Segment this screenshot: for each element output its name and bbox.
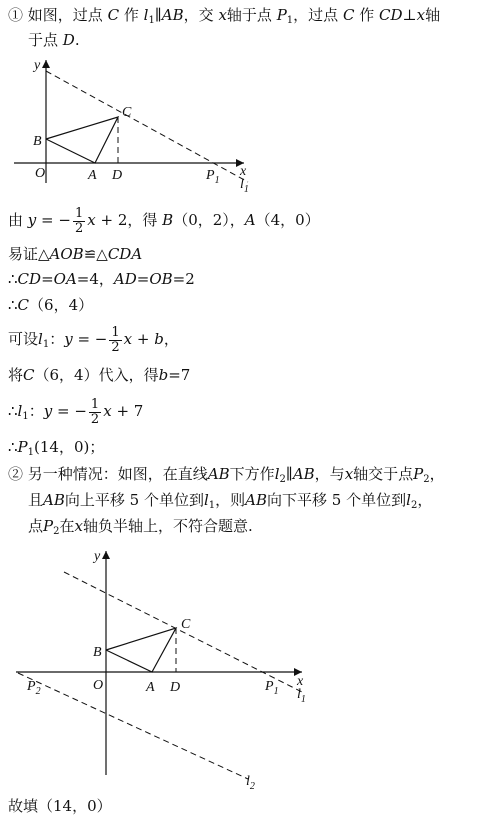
text: ：: [28, 402, 44, 420]
var-P: P: [43, 517, 54, 535]
line-l1: [64, 572, 302, 692]
step-6: [8, 365, 190, 385]
text: 下方作: [229, 465, 275, 483]
answer: 故填（14，0）: [8, 797, 112, 815]
line-l1: [46, 71, 248, 182]
label-D: D: [112, 168, 123, 183]
y-axis-arrow: [42, 60, 50, 68]
text: ，则: [215, 491, 246, 509]
var-y: y: [43, 402, 53, 420]
var-CD: CD: [17, 270, 42, 288]
sub: 2: [279, 474, 286, 485]
figure-2: [0, 545, 489, 795]
label-l2: $l_2$: [246, 774, 255, 792]
text: 轴: [425, 6, 441, 24]
text: 由: [8, 211, 24, 229]
var-x: x: [87, 211, 96, 229]
label-B: B: [33, 134, 42, 149]
var-b: b: [154, 330, 164, 348]
symbol-parallel: ∥: [285, 465, 293, 483]
label-C: C: [122, 105, 132, 120]
label-x: x: [240, 164, 247, 179]
label-D: D: [170, 680, 181, 695]
var-b: b: [158, 366, 169, 384]
text: △: [96, 245, 108, 263]
label-l1: $l_1$: [297, 687, 306, 705]
line-l2: [18, 673, 248, 779]
text: =: [136, 270, 150, 288]
text: =7: [168, 366, 191, 384]
text: （4，0）: [255, 211, 320, 229]
label-y: y: [94, 549, 101, 564]
label-O: O: [93, 678, 104, 693]
part2-line3: [28, 516, 253, 542]
var-x: x: [123, 330, 133, 348]
therefore: ∴: [8, 270, 18, 288]
text: 于点: [28, 31, 59, 49]
text: 可设: [8, 330, 39, 348]
text: 轴负半轴上，不符合题意.: [82, 517, 253, 535]
label-A: A: [88, 168, 97, 183]
var-l: l: [203, 491, 209, 509]
var-AOB: AOB: [49, 245, 84, 263]
var-AB: AB: [43, 491, 65, 509]
sub: 1: [148, 15, 155, 26]
text: ，交: [183, 6, 214, 24]
text: + 2，得: [95, 211, 158, 229]
var-x: x: [103, 402, 112, 420]
text: （6，4）代入，得: [34, 366, 159, 384]
var-x: x: [344, 465, 354, 483]
var-x: x: [218, 6, 227, 24]
var-CDA: CDA: [107, 245, 143, 263]
text: 轴交于点: [353, 465, 414, 483]
text: +: [132, 330, 155, 348]
sub: 1: [286, 15, 294, 26]
sub: 1: [208, 500, 216, 511]
var-x: x: [416, 6, 426, 24]
text: ：: [49, 330, 65, 348]
therefore: ∴: [8, 402, 18, 420]
var-AB: AB: [161, 6, 184, 24]
text: 点: [28, 517, 44, 535]
text: = −: [52, 402, 87, 420]
text: .: [74, 31, 80, 49]
text: 将: [8, 366, 24, 384]
sub: 1: [27, 447, 35, 458]
fraction-half: $\frac{1}{2}$: [74, 205, 84, 236]
text: 作: [359, 6, 375, 24]
triangle-ABC: [46, 117, 118, 163]
text: = −: [36, 211, 71, 229]
label-l1: $l_1$: [240, 177, 249, 195]
var-CD: CD: [379, 6, 403, 24]
text: ，: [163, 330, 179, 348]
sub: 1: [42, 339, 50, 350]
text: 向上平移 5 个单位到: [64, 491, 204, 509]
part2-line1: [8, 464, 445, 490]
text: 易证△: [8, 245, 50, 263]
label-y: y: [34, 58, 41, 73]
marker-1: ①: [8, 6, 24, 24]
text: （0，2），: [173, 211, 245, 229]
step-1: [8, 204, 320, 236]
text: (14，0)；: [34, 438, 105, 456]
var-AB: AB: [207, 465, 230, 483]
label-C: C: [181, 617, 191, 632]
text: ，: [417, 491, 433, 509]
sub: 1: [22, 411, 29, 422]
sub: 2: [423, 474, 430, 485]
var-l: l: [406, 491, 411, 509]
step-4: [8, 295, 93, 315]
text: ，: [429, 465, 445, 483]
step-5: [8, 323, 179, 361]
symbol-cong: ≌: [83, 245, 97, 263]
text: 如图，过点: [27, 6, 103, 24]
sub: 2: [410, 500, 418, 511]
label-A: A: [146, 680, 155, 695]
var-AD: AD: [113, 270, 137, 288]
var-x: x: [74, 517, 83, 535]
text: + 7: [111, 402, 144, 420]
symbol-parallel: ∥: [154, 6, 162, 24]
text: 轴于点: [226, 6, 272, 24]
sub: 2: [53, 526, 60, 537]
var-l: l: [143, 6, 149, 24]
label-P1: $P_1$: [265, 679, 279, 697]
symbol-perp: ⊥: [402, 6, 417, 24]
marker-2: ②: [8, 465, 24, 483]
text: ，过点: [293, 6, 339, 24]
y-axis-arrow: [102, 551, 110, 559]
var-l: l: [274, 465, 280, 483]
label-O: O: [35, 166, 46, 181]
var-OB: OB: [149, 270, 173, 288]
text: （6，4）: [29, 296, 94, 314]
var-AB: AB: [245, 491, 268, 509]
label-x: x: [297, 674, 304, 689]
text: 另一种情况：如图，在直线: [27, 465, 208, 483]
var-C: C: [17, 296, 30, 314]
text: 向下平移 5 个单位到: [267, 491, 407, 509]
therefore: ∴: [8, 438, 18, 456]
part1-line2: [28, 30, 80, 50]
text: 在: [59, 517, 75, 535]
var-AB: AB: [292, 465, 315, 483]
fraction-half: $\frac{1}{2}$: [111, 324, 120, 355]
text: =4，: [76, 270, 114, 288]
label-B: B: [93, 645, 102, 660]
figure-1: [0, 55, 489, 195]
var-C: C: [107, 6, 120, 24]
var-OA: OA: [53, 270, 77, 288]
therefore: ∴: [8, 296, 18, 314]
var-D: D: [62, 31, 75, 49]
var-l: l: [17, 402, 23, 420]
label-P1: $P_1$: [206, 168, 220, 186]
triangle-ABC: [106, 628, 176, 672]
step-7: [8, 395, 143, 433]
var-B: B: [162, 211, 174, 229]
text: =: [41, 270, 54, 288]
step-3: [8, 269, 195, 289]
text: ，与: [314, 465, 345, 483]
var-P: P: [17, 438, 28, 456]
var-C: C: [23, 366, 35, 384]
var-A: A: [244, 211, 256, 229]
text: =2: [172, 270, 195, 288]
var-P: P: [276, 6, 287, 24]
label-P2: $P_2$: [27, 679, 41, 697]
text: 作: [123, 6, 139, 24]
text: 且: [28, 491, 44, 509]
var-y: y: [27, 211, 37, 229]
step-2: [8, 244, 142, 264]
text: = −: [72, 330, 108, 348]
var-l: l: [38, 330, 43, 348]
step-8: [8, 437, 104, 463]
var-C: C: [342, 6, 355, 24]
var-P: P: [413, 465, 424, 483]
fraction-half: $\frac{1}{2}$: [90, 396, 100, 427]
part1-line1: [8, 5, 440, 31]
var-y: y: [64, 330, 73, 348]
part2-line2: [28, 490, 432, 516]
